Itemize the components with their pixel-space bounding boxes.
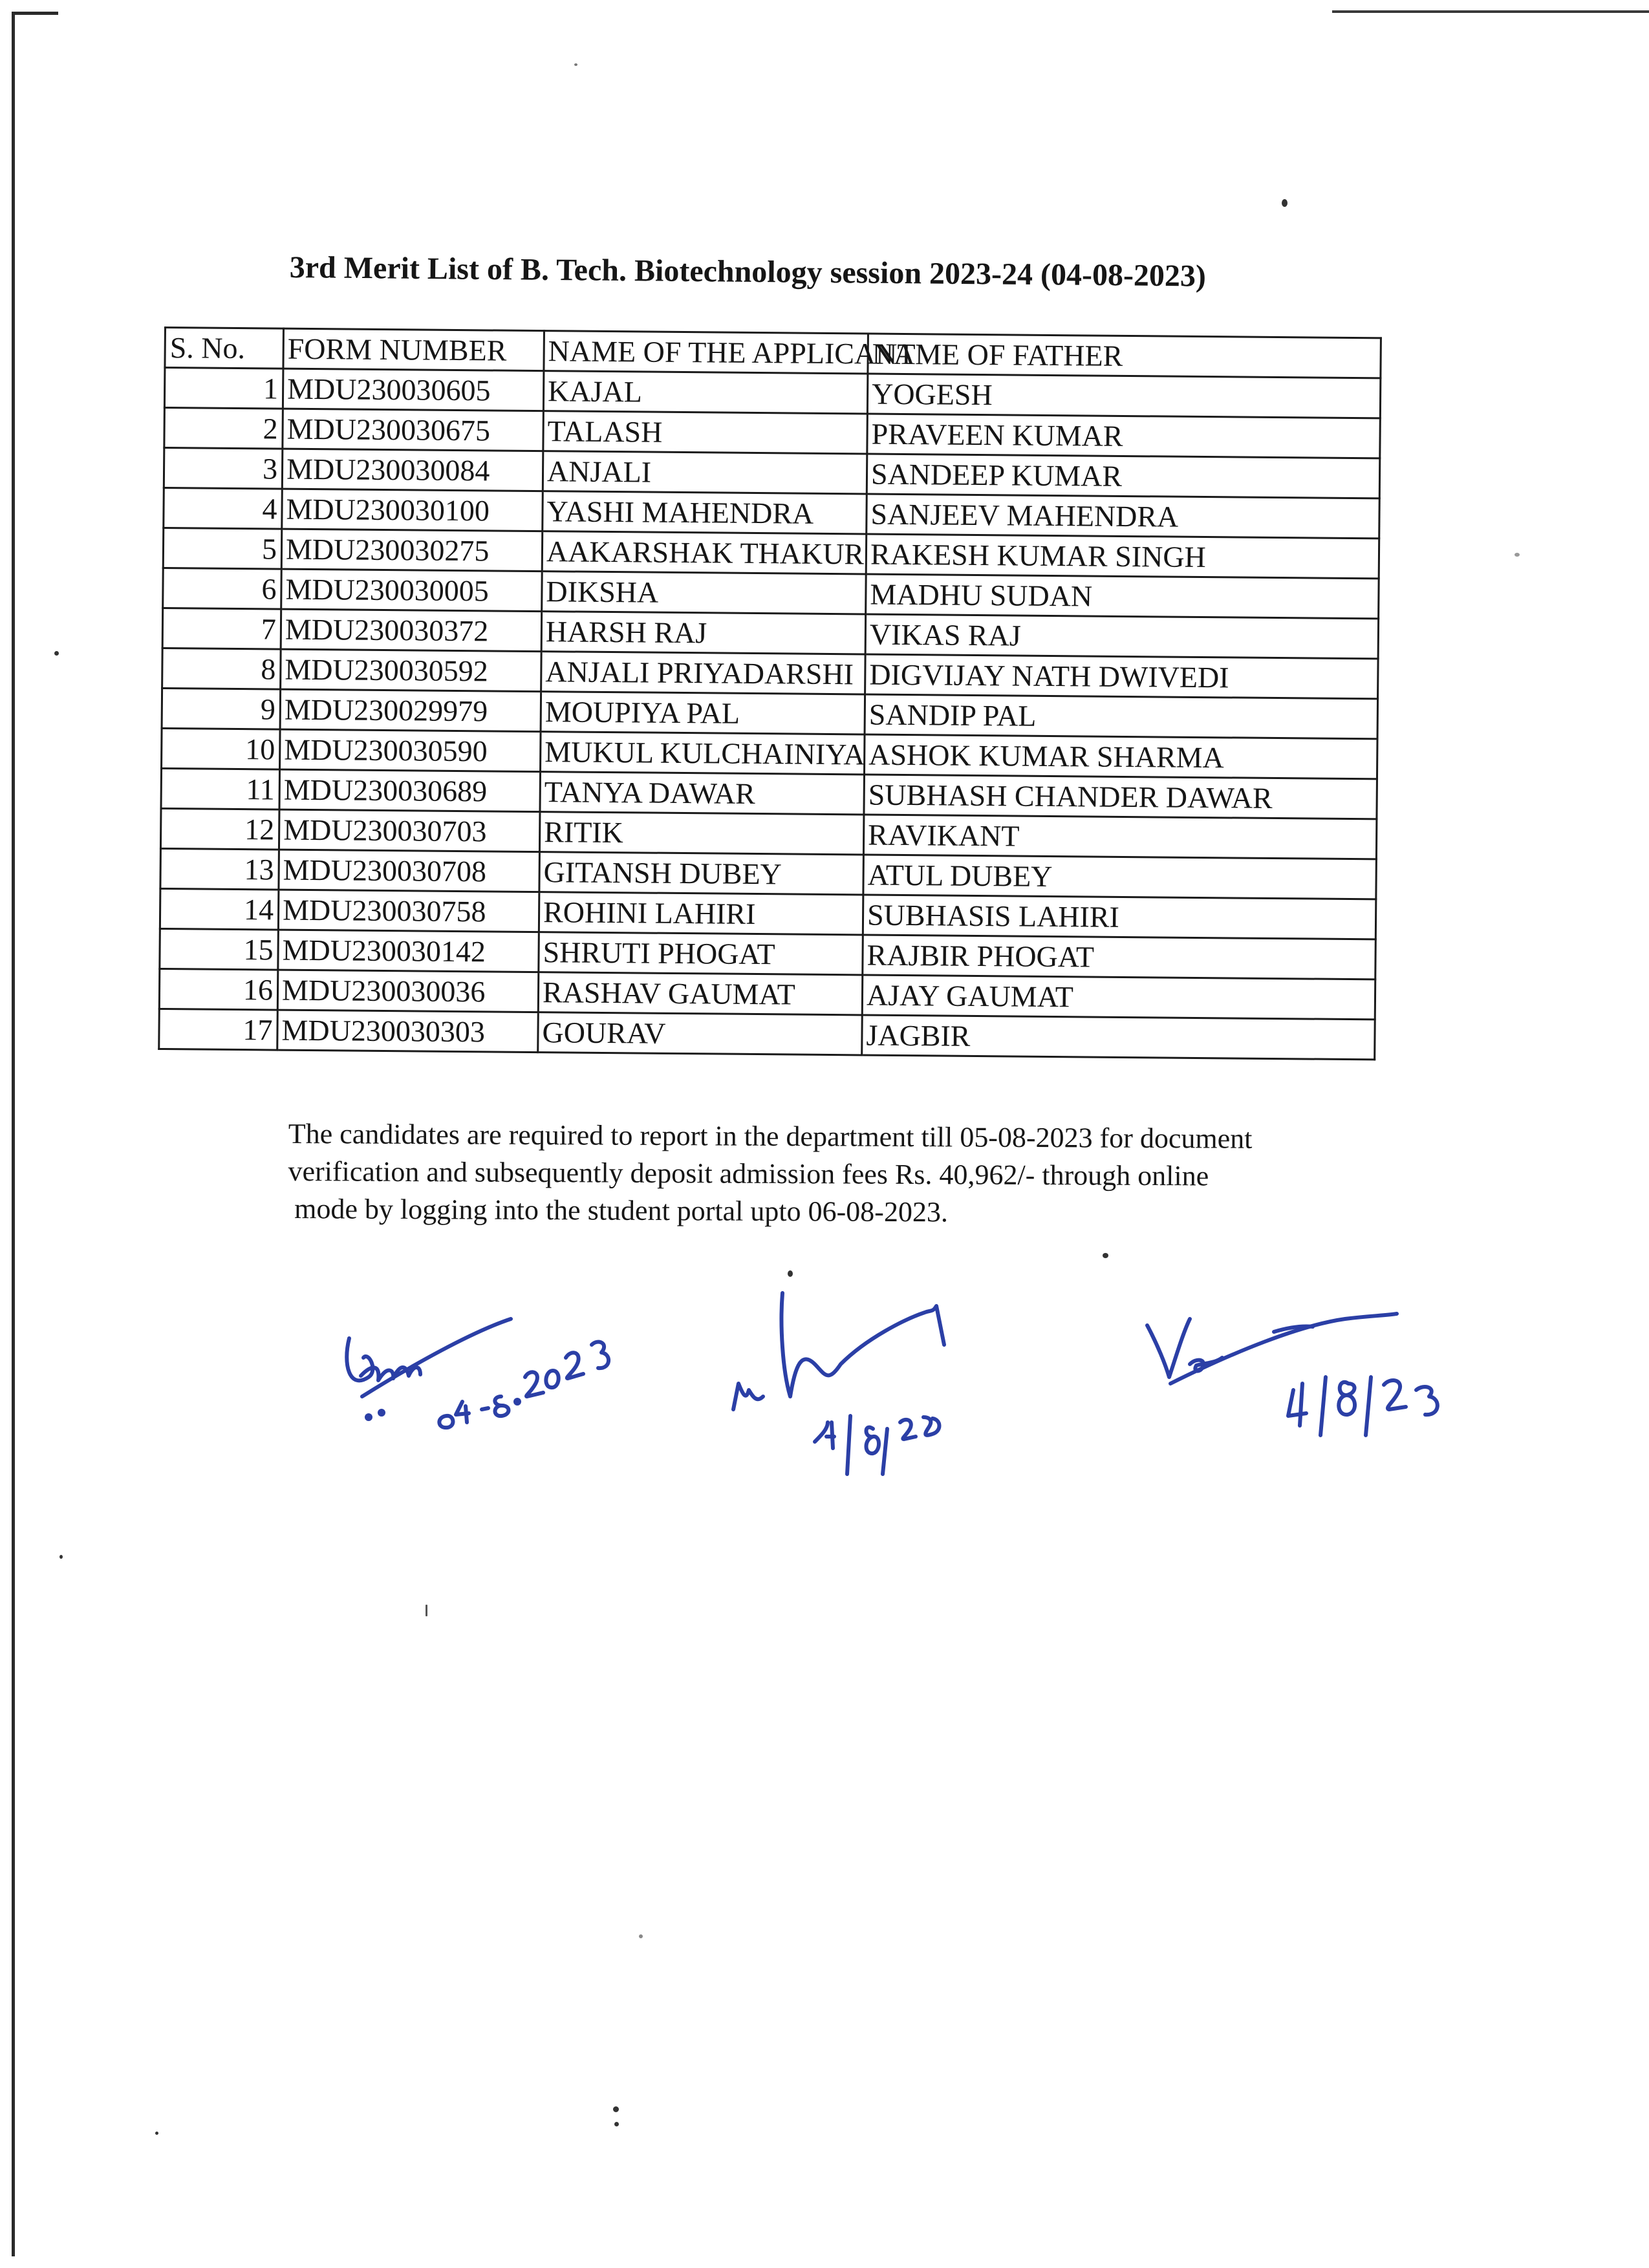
merit-list-table-wrapper (158, 326, 1382, 1060)
cell-applicant-name-text: GOURAV (542, 1015, 666, 1050)
cell-applicant-name (542, 531, 867, 574)
cell-sno: 15 (160, 928, 279, 970)
cell-father-name: AJAY GAUMAT (862, 975, 1375, 1020)
scan-speck (426, 1605, 427, 1616)
cell-form-number: MDU230030275 (281, 529, 543, 572)
header-applicant-name (544, 331, 916, 374)
cell-applicant-name-text: MOUPIYA PAL (544, 694, 740, 730)
cell-sno: 12 (160, 808, 279, 850)
cell-applicant-name (541, 612, 866, 654)
cell-form-number: MDU230030605 (283, 369, 544, 411)
cell-father-name: DIGVIJAY NATH DWIVEDI (865, 654, 1379, 699)
cell-father-name: RAVIKANT (863, 815, 1377, 859)
cell-sno: 11 (161, 768, 280, 809)
cell-father-name: PRAVEEN KUMAR (867, 414, 1381, 458)
cell-applicant-name-text: TANYA DAWAR (544, 775, 756, 810)
signature-3 (1138, 1287, 1474, 1448)
cell-applicant-name-text: MUKUL KULCHAINIYA (544, 734, 865, 771)
cell-father-name: ATUL DUBEY (863, 855, 1377, 899)
cell-applicant-name-text: RITIK (543, 815, 624, 849)
cell-applicant-name (540, 772, 865, 815)
cell-sno: 3 (164, 448, 283, 489)
cell-form-number: MDU230030303 (277, 1010, 539, 1053)
scan-speck (54, 651, 59, 656)
cell-sno: 10 (162, 728, 281, 769)
cell-father-name: MADHU SUDAN (866, 574, 1379, 619)
document-title: 3rd Merit List of B. Tech. Biotechnology session 2023-24 (04-08-2023) (289, 250, 1207, 294)
scan-speck (639, 1934, 643, 1938)
cell-father-name: SANJEEV MAHENDRA (867, 494, 1380, 539)
cell-father-name: RAKESH KUMAR SINGH (866, 534, 1379, 579)
cell-form-number: MDU230030005 (281, 569, 543, 612)
cell-father-name: SANDEEP KUMAR (867, 454, 1380, 498)
cell-applicant-name (539, 812, 864, 855)
cell-applicant-name-text: DIKSHA (546, 574, 659, 609)
cell-form-number: MDU230030758 (278, 890, 539, 932)
cell-father-name: ASHOK KUMAR SHARMA (864, 734, 1377, 779)
cell-applicant-name (543, 451, 867, 494)
cell-applicant-name-text: YASHI MAHENDRA (546, 494, 814, 530)
cell-applicant-name-text: SHRUTI PHOGAT (543, 935, 775, 970)
cell-applicant-name (539, 932, 863, 975)
cell-form-number: MDU230030084 (282, 449, 543, 491)
cell-form-number: MDU230030675 (283, 409, 544, 451)
cell-applicant-name-text: TALASH (547, 414, 663, 449)
scan-edge-top-right (1332, 10, 1649, 13)
scan-speck (613, 2106, 619, 2112)
scan-edge-top (12, 12, 58, 15)
scan-speck (1282, 199, 1288, 207)
cell-applicant-name-text: ANJALI (546, 454, 652, 489)
scan-speck (614, 2122, 619, 2126)
cell-applicant-name (539, 892, 863, 935)
scan-speck (1514, 553, 1520, 557)
cell-sno: 7 (162, 608, 281, 649)
cell-form-number: MDU230030592 (281, 649, 542, 692)
cell-form-number: MDU230029979 (280, 689, 541, 732)
cell-applicant-name (543, 411, 868, 454)
cell-form-number: MDU230030100 (282, 489, 543, 531)
cell-sno: 4 (164, 488, 283, 530)
scan-speck (1103, 1253, 1108, 1258)
cell-father-name: SANDIP PAL (865, 694, 1378, 739)
scan-speck (574, 63, 577, 66)
cell-applicant-name-text: HARSH RAJ (545, 614, 707, 649)
notice-line-2: verification and subsequently deposit admission fees Rs. 40,962/- through online (288, 1155, 1209, 1192)
header-father-name: NAME OF FATHER (868, 334, 1381, 378)
scan-edge-left (12, 13, 15, 2256)
cell-form-number: MDU230030708 (279, 850, 540, 892)
signature-2 (718, 1267, 1028, 1500)
cell-form-number: MDU230030689 (279, 769, 541, 812)
cell-sno: 9 (162, 688, 281, 729)
notice-line-1: The candidates are required to report in the department till 05-08-2023 for document (288, 1118, 1253, 1155)
cell-applicant-name (539, 852, 864, 895)
cell-sno: 16 (159, 968, 278, 1010)
cell-applicant-name-text: KAJAL (547, 374, 643, 408)
header-form-number: FORM NUMBER (283, 328, 544, 371)
cell-sno: 13 (160, 848, 279, 890)
cell-form-number: MDU230030703 (279, 809, 540, 852)
cell-applicant-name-text: ROHINI LAHIRI (543, 895, 756, 930)
merit-list-table (158, 326, 1382, 1060)
cell-sno: 14 (160, 888, 279, 930)
header-sno: S. No. (165, 328, 284, 369)
cell-father-name: JAGBIR (862, 1015, 1375, 1060)
cell-sno: 8 (162, 648, 281, 689)
cell-applicant-name (538, 972, 863, 1015)
scan-speck (59, 1555, 63, 1559)
cell-applicant-name-text: AAKARSHAK THAKUR (546, 534, 865, 570)
header-applicant-name-text: NAME OF THE APPLICANT (548, 334, 916, 370)
cell-applicant-name (541, 652, 866, 694)
cell-applicant-name (538, 1012, 863, 1055)
cell-father-name: YOGESH (867, 374, 1381, 418)
cell-form-number: MDU230030036 (277, 970, 539, 1012)
cell-sno: 2 (164, 408, 283, 449)
notice-line-3: mode by logging into the student portal upto 06-08-2023. (294, 1193, 949, 1228)
cell-sno: 6 (163, 568, 282, 609)
cell-applicant-name (543, 371, 868, 414)
cell-form-number: MDU230030372 (281, 609, 542, 652)
cell-applicant-name (541, 732, 865, 775)
cell-form-number: MDU230030590 (280, 729, 541, 772)
cell-applicant-name (541, 692, 865, 734)
cell-sno: 17 (159, 1009, 278, 1050)
cell-applicant-name (542, 572, 867, 614)
cell-sno: 1 (164, 368, 283, 409)
cell-sno: 5 (163, 528, 282, 570)
cell-applicant-name-text: ANJALI PRIYADARSHI (545, 654, 854, 690)
notice-paragraph (288, 1115, 1323, 1233)
cell-form-number: MDU230030142 (278, 930, 539, 972)
cell-father-name: SUBHASH CHANDER DAWAR (864, 775, 1377, 819)
cell-applicant-name (543, 491, 867, 534)
cell-father-name: SUBHASIS LAHIRI (863, 895, 1376, 939)
scan-speck (155, 2132, 158, 2135)
cell-father-name: VIKAS RAJ (865, 614, 1379, 659)
cell-applicant-name-text: RASHAV GAUMAT (542, 975, 795, 1011)
cell-father-name: RAJBIR PHOGAT (863, 935, 1376, 979)
signature-1 (323, 1267, 634, 1474)
cell-applicant-name-text: GITANSH DUBEY (543, 855, 782, 890)
